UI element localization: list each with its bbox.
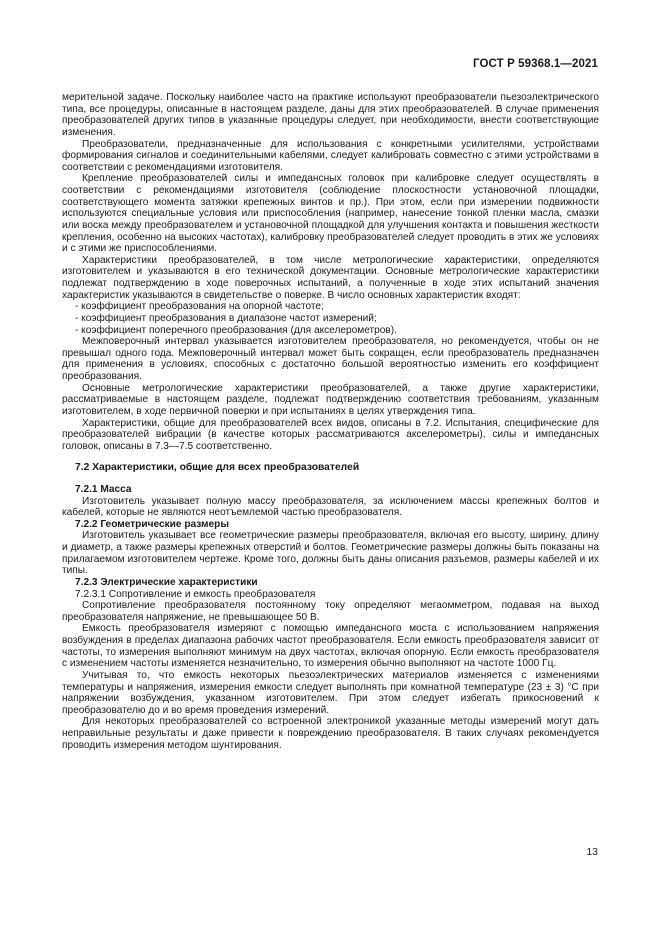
page-number: 13 [586,846,598,858]
list-item: - коэффициент преобразования на опорной частоте; [75,301,324,313]
paragraph: Емкость преобразователя измеряют с помощью импедансного моста с использованием напряжения возбуждения в пределах диапазона рабочих частот преобразователя. Если емкость преобразователя зависит от частоты, то измерения выполняют минимум на двух частотах, включая опорную. Если емкость преобразователя с изменением частоты изменяется незначительно, то измерения обычно выполняют на частоте 1000 Гц. [62,623,599,670]
paragraph: Изготовитель указывает полную массу преобразователя, за исключением массы крепежных болтов и кабелей, которые не являются неотъемлемой частью преобразователя. [62,495,599,519]
paragraph: Характеристики, общие для преобразователей всех видов, описаны в 7.2. Испытания, специфические для преобразователей вибрации (в качестве которых рассматриваются акселерометры), силы и импедансных головок, описаны в 7.3—7.5 соответственно. [62,417,599,452]
paragraph: Учитывая то, что емкость некоторых пьезоэлектрических материалов изменяется с изменениями температуры и напряжения, измерения емкости следует выполнять при комнатной температуре (23 ± 3) °С при напряжении возбуждения, указанном изготовителем. При этом следует избегать прикосновений к преобразователю до и во время проведения измерений. [62,669,599,716]
document-body [62,92,599,751]
paragraph: Межповерочный интервал указывается изготовителем преобразователя, но рекомендуется, чтобы он не превышал одного года. Межповерочный интервал может быть сокращен, если преобразователь предназначен для применения в условиях, способных с достаточно большой вероятностью изменить его коэффициент преобразования. [62,336,599,382]
paragraph: Основные метрологические характеристики преобразователей, а также другие характеристики, рассматриваемые в настоящем разделе, подлежат подтверждению соответствия требованиям, указанным изготовителем, в ходе первичной поверки и при испытаниях в целях утверждения типа. [62,382,599,417]
section-heading: 7.2 Характеристики, общие для всех преобразователей [75,462,360,474]
paragraph: мерительной задаче. Поскольку наиболее часто на практике используют преобразователи пьезоэлектрического типа, все процедуры, описанные в настоящем разделе, даны для этих преобразователей. В случае применения преобразователей других типов в указанные процедуры следует, при необходимости, внести соответствующие изменения. [62,92,599,138]
subsection-heading: 7.2.2 Геометрические размеры [75,518,230,530]
paragraph: Для некоторых преобразователей со встроенной электроникой указанные методы измерений могут дать неправильные результаты и даже привести к повреждению преобразователя. В таких случаях рекомендуется проводить измерения методом шунтирования. [62,716,599,751]
paragraph: Крепление преобразователей силы и импедансных головок при калибровке следует осуществлять в соответствии с рекомендациями изготовителя (соблюдение плоскостности установочной площадки, соответствующего момента затяжки крепежных винтов и пр.). При этом, если при измерении подвижности используются специальные условия или приспособления (например, нанесение тонкой пленки масла, смазки или воска между преобразователем и установочной площадкой для улучшения контакта и повышения жесткости крепления, особенно на высоких частотах), калибровку преобразователей следует проводить в этих же условиях и с этими же приспособлениями. [62,173,599,255]
paragraph: Сопротивление преобразователя постоянному току определяют мегаомметром, подавая на выход преобразователя напряжение, не превышающее 50 В. [62,600,599,623]
list-item: - коэффициент поперечного преобразования (для акселерометров). [75,324,397,336]
paragraph: Преобразователи, предназначенные для использования с конкретными усилителями, устройствами формирования сигналов и соединительными кабелями, следует калибровать совместно с этими устройствами в соответствии с рекомендациями изготовителя. [62,138,599,173]
subsection-heading: 7.2.1 Масса [75,483,132,495]
document-standard-number: ГОСТ Р 59368.1—2021 [473,58,598,70]
paragraph: Характеристики преобразователей, в том числе метрологические характеристики, определяются изготовителем и указываются в его технической документации. Основные метрологические характеристики подлежат подтверждению в ходе поверочных испытаний, а полученные в ходе этих испытаний значения характеристик указываются в свидетельстве о поверке. В число основных характеристик входят: [62,254,599,301]
paragraph: Изготовитель указывает все геометрические размеры преобразователя, включая его высоту, ширину, длину и диаметр, а также размеры крепежных отверстий и болтов. Геометрические размеры должны быть показаны на прилагаемом изготовителем чертеже. Кроме того, должны быть даны описания разъемов, размеры кабелей и их типы. [62,530,599,577]
list-item: - коэффициент преобразования в диапазоне частот измерений; [75,312,377,324]
subsection-heading: 7.2.3 Электрические характеристики [75,576,258,588]
subsubsection-heading: 7.2.3.1 Сопротивление и емкость преобразователя [75,588,316,600]
